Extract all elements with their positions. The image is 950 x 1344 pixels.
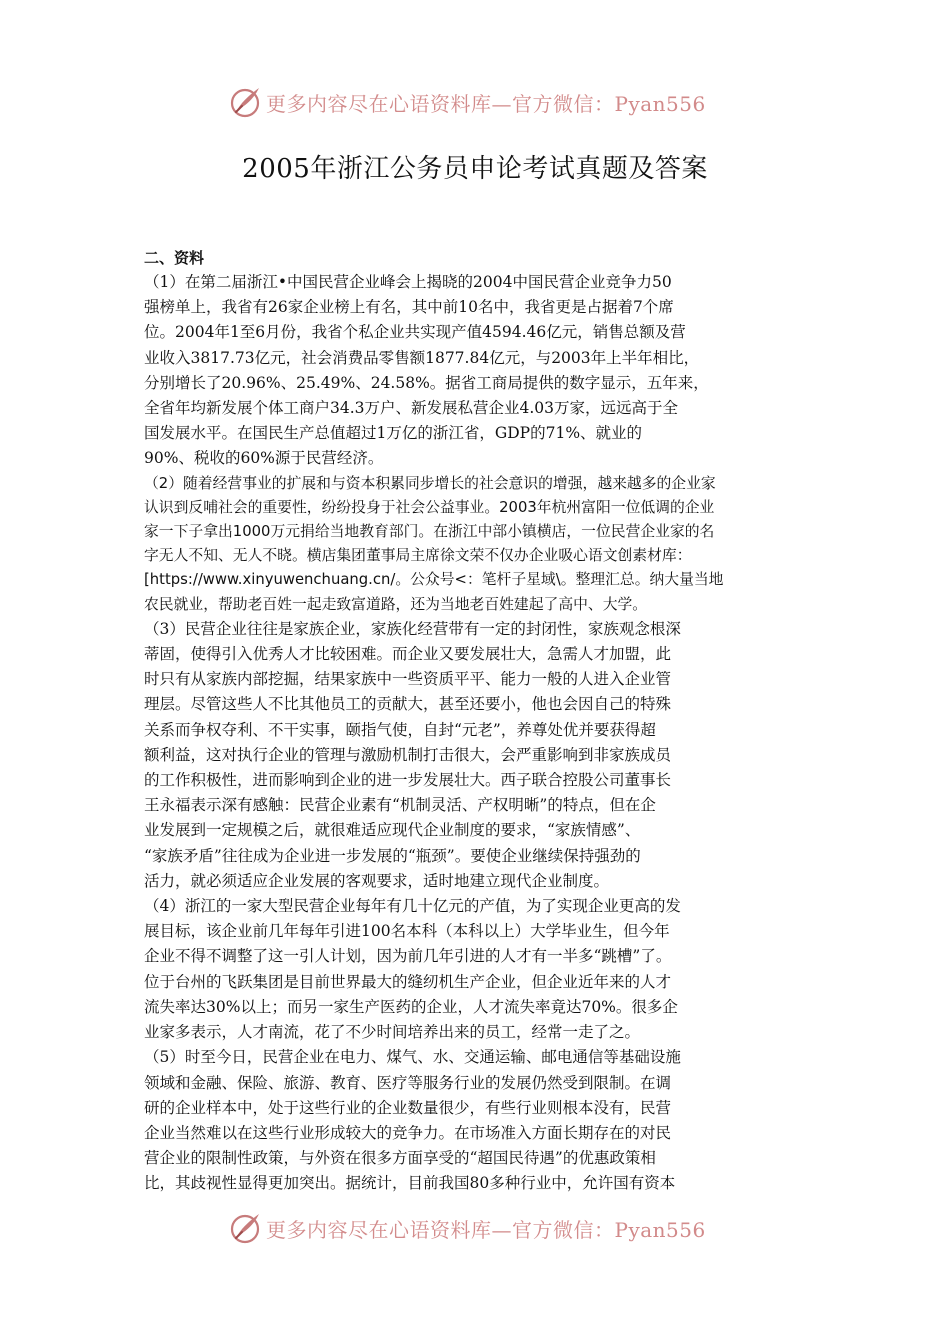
paragraph-4: （4）浙江的一家大型民营企业每年有几十亿元的产值，为了实现企业更高的发 展目标，该企业前几年每年引进100名本科（本科以上）大学毕业生，但今年 企业不得不调整了这一引人计划，因为前几年引进的人才有一半多“跳槽”了。 位于台州的飞跃集团是目前世界最大的缝纫机生产企业，但企业近年来的人才 流失率达30%以上；而另一家生产医药的企业，人才流失率竟达70%。很多企 业家多表示，人才南流，花了不少时间培养出来的员工，经常一走了之。 [144,897,681,1042]
document-body [144,246,806,1197]
watermark-text: 更多内容尽在心语资料库—官方微信：Pyan556 [266,1217,706,1242]
quill-logo-icon [228,1210,264,1246]
quill-logo-icon [228,84,264,120]
paragraph-2: （2）随着经营事业的扩展和与资本积累同步增长的社会意识的增强，越来越多的企业家 认识到反哺社会的重要性，纷纷投身于社会公益事业。2003年杭州富阳一位低调的企业 家一下子拿出1000万元捐给当地教育部门。在浙江中部小镇横店，一位民营企业家的名 字无人不知、无人不晓。横店集团董事局主席徐文荣不仅办企业吸心语文创素材库： [https://www.xinyuwenchuang.cn/。公众号<：笔杆子星域\。整理汇总。纳大量当地 农民就业，帮助老百姓一起走致富道路，还为当地老百姓建起了高中、大学。 [144,474,724,613]
watermark-banner-bottom [228,1208,706,1248]
paragraph-1: （1）在第二届浙江•中国民营企业峰会上揭晓的2004中国民营企业竞争力50 强榜单上，我省有26家企业榜上有名，其中前10名中，我省更是占据着7个席 位。2004年1至6月份，我省个私企业共实现产值4594.46亿元，销售总额及营 业收入3817.73亿元，社会消费品零售额1877.84亿元，与2003年上半年相比， 分别增长了20.96%、25.49%、24.58%。据省工商局提供的数字显示，五年来， 全省年均新发展个体工商户34.3万户、新发展私营企业4.03万家，远远高于全 国发展水平。在国民生产总值超过1万亿的浙江省，GDP的71%、就业的 90%、税收的60%源于民营经济。 [144,273,709,468]
watermark-text: 更多内容尽在心语资料库—官方微信：Pyan556 [266,91,706,116]
section-heading: 二、资料 [144,249,205,267]
paragraph-3: （3）民营企业往往是家族企业，家族化经营带有一定的封闭性，家族观念根深 蒂固，使得引入优秀人才比较困难。而企业又要发展壮大，急需人才加盟，此 时只有从家族内部挖掘，结果家族中一些资质平平、能力一般的人进入企业管 理层。尽管这些人不比其他员工的贡献大，甚至还要小，他也会因自己的特殊 关系而争权夺利、不干实事，颐指气使，自封“元老”，养尊处优并要获得超 额利益，这对执行企业的管理与激励机制打击很大，会严重影响到非家族成员 的工作积极性，进而影响到企业的进一步发展壮大。西子联合控股公司董事长 王永福表示深有感触：民营企业素有“机制灵活、产权明晰”的特点，但在企 业发展到一定规模之后，就很难适应现代企业制度的要求，“家族情感”、 “家族矛盾”往往成为企业进一步发展的“瓶颈”。要使企业继续保持强劲的 活力，就必须适应企业发展的客观要求，适时地建立现代企业制度。 [144,619,681,890]
watermark-banner-top [228,82,706,122]
paragraph-5: （5）时至今日，民营企业在电力、煤气、水、交通运输、邮电通信等基础设施 领域和金融、保险、旅游、教育、医疗等服务行业的发展仍然受到限制。在调 研的企业样本中，处于这些行业的企业数量很少，有些行业则根本没有，民营 企业当然难以在这些行业形成较大的竞争力。在市场准入方面长期存在的对民 营企业的限制性政策，与外资在很多方面享受的“超国民待遇”的优惠政策相 比，其歧视性显得更加突出。据统计，目前我国80多种行业中，允许国有资本 [144,1048,681,1193]
page-title: 2005年浙江公务员申论考试真题及答案 [242,154,708,184]
